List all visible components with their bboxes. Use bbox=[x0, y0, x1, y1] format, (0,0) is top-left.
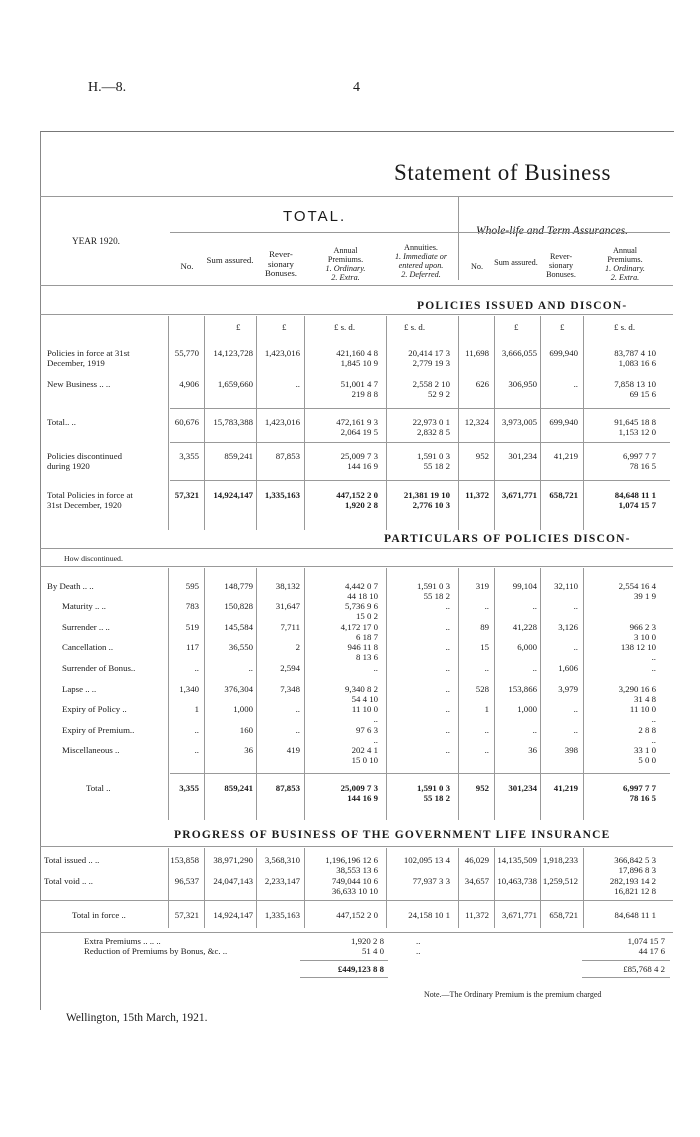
row-label: Total issued .. .. bbox=[44, 855, 100, 865]
prem-cell: 1,845 10 9 bbox=[340, 358, 378, 368]
ann-cell: 2,779 19 3 bbox=[412, 358, 450, 368]
year-label: YEAR 1920. bbox=[72, 236, 120, 246]
wprem-cell: 1,074 15 7 bbox=[618, 500, 656, 510]
sum-cell: 148,779 bbox=[224, 581, 253, 591]
prem-cell: 15 0 10 bbox=[351, 755, 378, 765]
wsum-cell: 301,234 bbox=[508, 451, 537, 461]
wprem-cell: 78 16 5 bbox=[629, 461, 656, 471]
rev-cell: 7,348 bbox=[280, 684, 300, 694]
section-heading-progress: PROGRESS OF BUSINESS OF THE GOVERNMENT LIFE INSURANCE bbox=[174, 829, 611, 841]
sum-cell: 376,304 bbox=[224, 684, 253, 694]
ann-cell: 24,158 10 1 bbox=[408, 910, 450, 920]
no-cell: .. bbox=[194, 663, 199, 673]
rule bbox=[582, 960, 670, 961]
wprem-cell: 3,290 16 6 bbox=[618, 684, 656, 694]
wno-cell: 319 bbox=[475, 581, 489, 591]
rev-cell: 87,853 bbox=[275, 783, 300, 793]
footer-date: Wellington, 15th March, 1921. bbox=[66, 1012, 208, 1024]
wsum-cell: 3,671,771 bbox=[501, 490, 537, 500]
currency-label: £ bbox=[236, 322, 241, 332]
wsum-cell: 153,866 bbox=[508, 684, 537, 694]
wprem-cell: 366,842 5 3 bbox=[614, 855, 656, 865]
no-cell: .. bbox=[194, 725, 199, 735]
row-label: Expiry of Policy .. bbox=[62, 704, 127, 714]
wrev-cell: .. bbox=[573, 379, 578, 389]
col-reversionary: Rever-sionary Bonuses. bbox=[264, 249, 297, 278]
row-label: Miscellaneous .. bbox=[62, 745, 120, 755]
col-sum-assured: Sum assured. bbox=[206, 255, 254, 265]
rule bbox=[458, 196, 459, 280]
wprem-cell: 17,896 8 3 bbox=[618, 865, 656, 875]
sum-cell: 1,659,660 bbox=[217, 379, 253, 389]
rev-cell: 419 bbox=[286, 745, 300, 755]
col-annuities: Annuities. 1. Immediate or entered upon. 2. Deferred. bbox=[394, 243, 448, 279]
wprem-cell: 2 8 8 bbox=[638, 725, 656, 735]
wno-cell: 34,657 bbox=[464, 876, 489, 886]
ann-cell: 1,591 0 3 bbox=[417, 581, 450, 591]
ann-cell: 1,591 0 3 bbox=[417, 451, 450, 461]
no-cell: 96,537 bbox=[174, 876, 199, 886]
rev-cell: 1,423,016 bbox=[264, 417, 300, 427]
no-cell: 3,355 bbox=[179, 451, 199, 461]
wprem-cell: 1,153 12 0 bbox=[618, 427, 656, 437]
wno-cell: 952 bbox=[475, 451, 489, 461]
rev-cell: 1,335,163 bbox=[264, 490, 300, 500]
wrev-cell: 3,126 bbox=[558, 622, 578, 632]
wrev-cell: 1,259,512 bbox=[542, 876, 578, 886]
no-cell: 153,858 bbox=[170, 855, 199, 865]
prem-cell: 144 16 9 bbox=[347, 793, 378, 803]
ann-cell: 1,591 0 3 bbox=[417, 783, 450, 793]
wsum-cell: 3,671,771 bbox=[501, 910, 537, 920]
prem-cell: 44 18 10 bbox=[347, 591, 378, 601]
sum-cell: .. bbox=[248, 663, 253, 673]
sum-cell: 38,971,290 bbox=[213, 855, 253, 865]
wsum-cell: 1,000 bbox=[517, 704, 537, 714]
note: Note.—The Ordinary Premium is the premium charged bbox=[424, 990, 602, 999]
wno-cell: 89 bbox=[480, 622, 489, 632]
reduction-label: Reduction of Premiums by Bonus, &c. .. bbox=[84, 946, 228, 956]
ann-cell: 52 9 2 bbox=[428, 389, 450, 399]
wrev-cell: 699,940 bbox=[549, 417, 578, 427]
sum-cell: 859,241 bbox=[224, 451, 253, 461]
wprem-cell: 6,997 7 7 bbox=[623, 783, 656, 793]
row-label: 31st December, 1920 bbox=[47, 500, 122, 510]
rule bbox=[170, 408, 670, 409]
wprem-cell: 84,648 11 1 bbox=[614, 490, 656, 500]
total-heading: TOTAL. bbox=[283, 208, 347, 225]
ann-cell: .. bbox=[445, 704, 450, 714]
wno-cell: 11,372 bbox=[465, 910, 489, 920]
prem-cell: 11 10 0 bbox=[351, 704, 378, 714]
prem-cell: 6 18 7 bbox=[356, 632, 378, 642]
rev-cell: 1,423,016 bbox=[264, 348, 300, 358]
wprem-cell: 11 10 0 bbox=[629, 704, 656, 714]
prem-cell: 219 8 8 bbox=[351, 389, 378, 399]
rev-cell: .. bbox=[295, 704, 300, 714]
prem-cell: 946 11 8 bbox=[347, 642, 378, 652]
col-wl-reversionary: Rever-sionary Bonuses. bbox=[546, 252, 576, 279]
wrev-cell: .. bbox=[573, 601, 578, 611]
row-label: Expiry of Premium.. bbox=[62, 725, 135, 735]
section-heading-issued: POLICIES ISSUED AND DISCON- bbox=[417, 300, 628, 312]
currency-label: £ s. d. bbox=[614, 322, 636, 332]
wl-extra-premiums-value: 1,074 15 7 bbox=[627, 936, 665, 946]
wprem-cell: 33 1 0 bbox=[634, 745, 656, 755]
rev-cell: 3,568,310 bbox=[264, 855, 300, 865]
no-cell: 57,321 bbox=[174, 490, 199, 500]
ann-cell: .. bbox=[445, 622, 450, 632]
prem-cell: 4,172 17 0 bbox=[340, 622, 378, 632]
wno-cell: 626 bbox=[475, 379, 489, 389]
prem-cell: 5,736 9 6 bbox=[345, 601, 378, 611]
wsum-cell: 14,135,509 bbox=[497, 855, 537, 865]
page-number: 4 bbox=[353, 80, 360, 95]
column-rule bbox=[458, 848, 459, 928]
wprem-cell: 69 15 6 bbox=[629, 389, 656, 399]
wrev-cell: 398 bbox=[564, 745, 578, 755]
column-rule bbox=[458, 568, 459, 820]
prem-cell: 447,152 2 0 bbox=[336, 910, 378, 920]
prem-cell: 472,161 9 3 bbox=[336, 417, 378, 427]
wprem-cell: 966 2 3 bbox=[629, 622, 656, 632]
sum-cell: 15,783,388 bbox=[213, 417, 253, 427]
ann-cell: 20,414 17 3 bbox=[408, 348, 450, 358]
rule bbox=[40, 314, 673, 315]
no-cell: 3,355 bbox=[179, 783, 199, 793]
ann-cell: 55 18 2 bbox=[423, 793, 450, 803]
row-label: Maturity .. .. bbox=[62, 601, 106, 611]
row-label: Cancellation .. bbox=[62, 642, 114, 652]
grand-total-value: £449,123 8 8 bbox=[337, 964, 384, 974]
wno-cell: 1 bbox=[484, 704, 489, 714]
col-annual-premiums: Annual Premiums. 1. Ordinary. 2. Extra. bbox=[325, 246, 366, 282]
row-label: Total void .. .. bbox=[44, 876, 93, 886]
wprem-cell: 91,645 18 8 bbox=[614, 417, 656, 427]
prem-cell: 447,152 2 0 bbox=[336, 490, 378, 500]
rule bbox=[300, 977, 388, 978]
prem-cell: 51,001 4 7 bbox=[340, 379, 378, 389]
wsum-cell: 6,000 bbox=[517, 642, 537, 652]
extra-ann-dots: .. bbox=[416, 946, 421, 956]
no-cell: 55,770 bbox=[174, 348, 199, 358]
rev-cell: 38,132 bbox=[275, 581, 300, 591]
row-label: Total Policies in force at bbox=[47, 490, 133, 500]
prem-cell: 421,160 4 8 bbox=[336, 348, 378, 358]
wrev-cell: 1,606 bbox=[558, 663, 578, 673]
wsum-cell: 36 bbox=[528, 745, 537, 755]
rule bbox=[170, 232, 670, 233]
prem-cell: 144 16 9 bbox=[347, 461, 378, 471]
ann-cell: 21,381 19 10 bbox=[403, 490, 450, 500]
ann-cell: .. bbox=[445, 601, 450, 611]
prem-cell: 38,553 13 6 bbox=[336, 865, 378, 875]
prem-cell: 25,009 7 3 bbox=[340, 451, 378, 461]
wno-cell: 46,029 bbox=[464, 855, 489, 865]
ann-cell: 22,973 0 1 bbox=[412, 417, 450, 427]
ann-cell: 2,776 10 3 bbox=[412, 500, 450, 510]
wprem-cell: 6,997 7 7 bbox=[623, 451, 656, 461]
prem-cell: 2,064 19 5 bbox=[340, 427, 378, 437]
prem-cell: 97 6 3 bbox=[356, 725, 378, 735]
prem-cell: .. bbox=[373, 714, 378, 724]
wrev-cell: 41,219 bbox=[553, 451, 578, 461]
section-heading-particulars: PARTICULARS OF POLICIES DISCON- bbox=[384, 533, 631, 545]
wprem-cell: .. bbox=[651, 735, 656, 745]
wno-cell: 11,372 bbox=[465, 490, 489, 500]
wprem-cell: .. bbox=[651, 714, 656, 724]
sum-cell: 36,550 bbox=[228, 642, 253, 652]
rev-cell: 2,594 bbox=[280, 663, 300, 673]
rev-cell: 2,233,147 bbox=[264, 876, 300, 886]
ann-cell: .. bbox=[445, 663, 450, 673]
wprem-cell: 84,648 11 1 bbox=[614, 910, 656, 920]
ann-cell: .. bbox=[445, 745, 450, 755]
ann-cell: .. bbox=[445, 642, 450, 652]
wsum-cell: 301,234 bbox=[508, 783, 537, 793]
ann-cell: 2,558 2 10 bbox=[412, 379, 450, 389]
rule bbox=[170, 773, 670, 774]
rev-cell: 2 bbox=[295, 642, 300, 652]
prem-cell: 1,920 2 8 bbox=[345, 500, 378, 510]
rev-cell: 87,853 bbox=[275, 451, 300, 461]
rule bbox=[40, 846, 673, 847]
wsum-cell: .. bbox=[532, 725, 537, 735]
prem-cell: .. bbox=[373, 663, 378, 673]
no-cell: 519 bbox=[185, 622, 199, 632]
wno-cell: 15 bbox=[480, 642, 489, 652]
rule bbox=[300, 960, 388, 961]
wno-cell: .. bbox=[484, 745, 489, 755]
wsum-cell: .. bbox=[532, 663, 537, 673]
extra-premiums-label: Extra Premiums .. .. .. bbox=[84, 936, 161, 946]
wrev-cell: .. bbox=[573, 725, 578, 735]
row-label: Total .. bbox=[86, 783, 111, 793]
rev-cell: 7,711 bbox=[280, 622, 300, 632]
currency-label: £ bbox=[282, 322, 287, 332]
row-label: Total.. .. bbox=[47, 417, 76, 427]
wno-cell: .. bbox=[484, 663, 489, 673]
sum-cell: 1,000 bbox=[233, 704, 253, 714]
rev-cell: 31,647 bbox=[275, 601, 300, 611]
rule bbox=[40, 196, 673, 197]
prem-cell: 749,044 10 6 bbox=[331, 876, 378, 886]
row-label: during 1920 bbox=[47, 461, 90, 471]
wprem-cell: 2,554 16 4 bbox=[618, 581, 656, 591]
no-cell: 117 bbox=[186, 642, 199, 652]
extra-premiums-value: 1,920 2 8 bbox=[351, 936, 384, 946]
sum-cell: 14,123,728 bbox=[213, 348, 253, 358]
wsum-cell: 3,973,005 bbox=[501, 417, 537, 427]
wprem-cell: 3 10 0 bbox=[634, 632, 656, 642]
currency-label: £ bbox=[560, 322, 565, 332]
no-cell: 1 bbox=[194, 704, 199, 714]
row-label: Surrender of Bonus.. bbox=[62, 663, 136, 673]
wrev-cell: .. bbox=[573, 642, 578, 652]
wrev-cell: .. bbox=[573, 704, 578, 714]
wprem-cell: 138 12 10 bbox=[620, 642, 656, 652]
prem-cell: 54 4 10 bbox=[351, 694, 378, 704]
wprem-cell: 16,821 12 8 bbox=[614, 886, 656, 896]
rev-cell: .. bbox=[295, 725, 300, 735]
wprem-cell: .. bbox=[651, 652, 656, 662]
rule bbox=[40, 548, 673, 549]
prem-cell: 4,442 0 7 bbox=[345, 581, 378, 591]
no-cell: 57,321 bbox=[174, 910, 199, 920]
col-wl-annual-premiums: Annual Premiums. 1. Ordinary. 2. Extra. bbox=[605, 246, 645, 282]
wsum-cell: 306,950 bbox=[508, 379, 537, 389]
row-label: Policies in force at 31st bbox=[47, 348, 130, 358]
no-cell: 4,906 bbox=[179, 379, 199, 389]
rule bbox=[40, 932, 673, 933]
no-cell: .. bbox=[194, 745, 199, 755]
ann-cell: 2,832 8 5 bbox=[417, 427, 450, 437]
wl-grand-total-value: £85,768 4 2 bbox=[623, 964, 665, 974]
sum-cell: 150,828 bbox=[224, 601, 253, 611]
sum-cell: 145,584 bbox=[224, 622, 253, 632]
ann-cell: .. bbox=[445, 725, 450, 735]
row-label: Total in force .. bbox=[72, 910, 126, 920]
whole-life-heading: Whole-life and Term Assurances. bbox=[476, 225, 629, 237]
wrev-cell: 32,110 bbox=[554, 581, 578, 591]
column-rule bbox=[458, 316, 459, 530]
wno-cell: 12,324 bbox=[464, 417, 489, 427]
row-label: By Death .. .. bbox=[47, 581, 94, 591]
how-discontinued-label: How discontinued. bbox=[64, 554, 123, 563]
wprem-cell: .. bbox=[651, 663, 656, 673]
prem-cell: .. bbox=[373, 735, 378, 745]
sum-cell: 36 bbox=[244, 745, 253, 755]
rule bbox=[170, 442, 670, 443]
row-label: New Business .. .. bbox=[47, 379, 111, 389]
reduction-value: 51 4 0 bbox=[362, 946, 384, 956]
rev-cell: 1,335,163 bbox=[264, 910, 300, 920]
rev-cell: .. bbox=[295, 379, 300, 389]
currency-label: £ s. d. bbox=[404, 322, 426, 332]
row-label: December, 1919 bbox=[47, 358, 105, 368]
wprem-cell: 5 0 0 bbox=[638, 755, 656, 765]
wsum-cell: 10,463,738 bbox=[497, 876, 537, 886]
ann-cell: 77,937 3 3 bbox=[412, 876, 450, 886]
prem-cell: 9,340 8 2 bbox=[345, 684, 378, 694]
ann-cell: 55 18 2 bbox=[423, 461, 450, 471]
no-cell: 1,340 bbox=[179, 684, 199, 694]
rule bbox=[582, 977, 670, 978]
wrev-cell: 1,918,233 bbox=[542, 855, 578, 865]
report-reference: H.—8. bbox=[88, 80, 127, 95]
wrev-cell: 658,721 bbox=[549, 490, 578, 500]
wsum-cell: 99,104 bbox=[512, 581, 537, 591]
wno-cell: 952 bbox=[475, 783, 489, 793]
wrev-cell: 658,721 bbox=[549, 910, 578, 920]
wno-cell: .. bbox=[484, 601, 489, 611]
prem-cell: 8 13 6 bbox=[356, 652, 378, 662]
wprem-cell: 31 4 8 bbox=[634, 694, 656, 704]
wprem-cell: 282,193 14 2 bbox=[609, 876, 656, 886]
row-label: Policies discontinued bbox=[47, 451, 123, 461]
currency-label: £ bbox=[514, 322, 519, 332]
wrev-cell: 41,219 bbox=[553, 783, 578, 793]
col-wl-no: No. bbox=[470, 262, 484, 271]
ann-cell: .. bbox=[445, 684, 450, 694]
sum-cell: 24,047,143 bbox=[213, 876, 253, 886]
wprem-cell: 78 16 5 bbox=[629, 793, 656, 803]
page-title: Statement of Business bbox=[394, 160, 612, 185]
sum-cell: 14,924,147 bbox=[213, 490, 253, 500]
wsum-cell: .. bbox=[532, 601, 537, 611]
rule bbox=[40, 566, 673, 567]
rule bbox=[170, 480, 670, 481]
row-label: Surrender .. .. bbox=[62, 622, 110, 632]
currency-label: £ s. d. bbox=[334, 322, 356, 332]
col-no: No. bbox=[180, 261, 194, 271]
wprem-cell: 7,858 13 10 bbox=[614, 379, 656, 389]
wno-cell: 528 bbox=[475, 684, 489, 694]
wprem-cell: 39 1 9 bbox=[634, 591, 656, 601]
prem-cell: 1,196,196 12 6 bbox=[325, 855, 378, 865]
prem-cell: 36,633 10 10 bbox=[331, 886, 378, 896]
wno-cell: .. bbox=[484, 725, 489, 735]
ann-cell: 55 18 2 bbox=[423, 591, 450, 601]
col-wl-sum: Sum assured. bbox=[494, 258, 538, 267]
sum-cell: 859,241 bbox=[224, 783, 253, 793]
no-cell: 783 bbox=[185, 601, 199, 611]
wprem-cell: 1,083 16 6 bbox=[618, 358, 656, 368]
ann-cell: 102,095 13 4 bbox=[403, 855, 450, 865]
wsum-cell: 3,666,055 bbox=[501, 348, 537, 358]
prem-cell: 25,009 7 3 bbox=[340, 783, 378, 793]
prem-cell: 15 0 2 bbox=[356, 611, 378, 621]
wno-cell: 11,698 bbox=[465, 348, 489, 358]
rule bbox=[40, 285, 673, 286]
rule bbox=[40, 900, 673, 901]
prem-cell: 202 4 1 bbox=[351, 745, 378, 755]
sum-cell: 14,924,147 bbox=[213, 910, 253, 920]
no-cell: 60,676 bbox=[174, 417, 199, 427]
extra-ann-dots: .. bbox=[416, 936, 421, 946]
row-label: Lapse .. .. bbox=[62, 684, 97, 694]
wl-reduction-value: 44 17 6 bbox=[638, 946, 665, 956]
wrev-cell: 3,979 bbox=[558, 684, 578, 694]
wsum-cell: 41,228 bbox=[512, 622, 537, 632]
sum-cell: 160 bbox=[239, 725, 253, 735]
wrev-cell: 699,940 bbox=[549, 348, 578, 358]
wprem-cell: 83,787 4 10 bbox=[614, 348, 656, 358]
no-cell: 595 bbox=[185, 581, 199, 591]
